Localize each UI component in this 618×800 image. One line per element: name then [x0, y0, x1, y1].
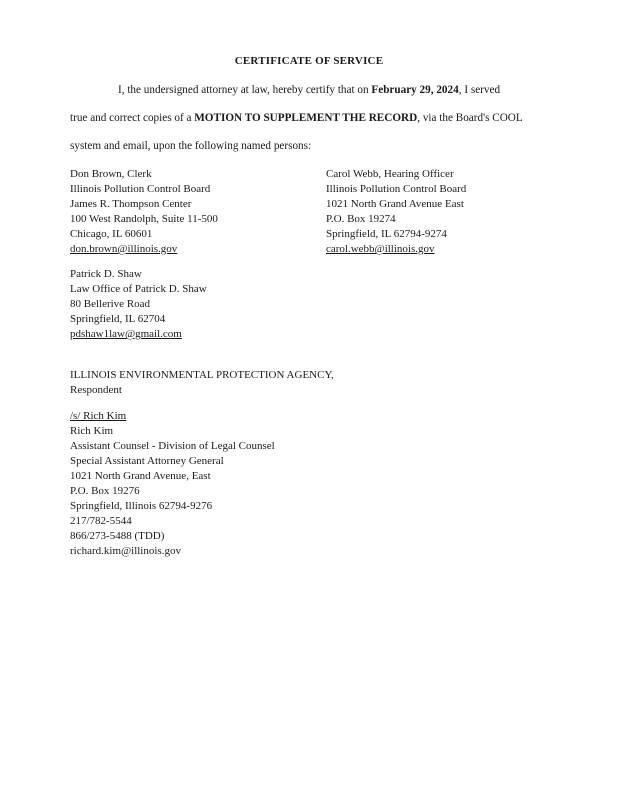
recipient-shaw — [70, 267, 207, 342]
hearing-officer-org: Illinois Pollution Control Board — [326, 183, 467, 195]
shaw-city: Springfield, IL 62704 — [70, 313, 166, 325]
signer-pobox: P.O. Box 19276 — [70, 485, 140, 497]
clerk-email-link[interactable]: don.brown@illinois.gov — [70, 243, 178, 255]
hearing-officer-email-link[interactable]: carol.webb@illinois.gov — [326, 243, 435, 255]
agency-role: Respondent — [70, 384, 122, 396]
intro-line-1 — [118, 84, 500, 96]
agency-name: ILLINOIS ENVIRONMENTAL PROTECTION AGENCY, — [70, 369, 334, 381]
shaw-email-link[interactable]: pdshaw1law@gmail.com — [70, 328, 182, 340]
clerk-street: 100 West Randolph, Suite 11-500 — [70, 213, 218, 225]
signer-city: Springfield, Illinois 62794-9276 — [70, 500, 213, 512]
hearing-officer-city: Springfield, IL 62794-9274 — [326, 228, 447, 240]
electronic-signature: /s/ Rich Kim — [70, 410, 127, 422]
intro-line-2-prefix: true and correct copies of a — [70, 112, 195, 124]
intro-line-1-suffix: , I served — [458, 84, 501, 96]
hearing-officer-pobox: P.O. Box 19274 — [326, 213, 396, 225]
hearing-officer-name: Carol Webb, Hearing Officer — [326, 168, 454, 180]
recipient-clerk — [70, 167, 218, 257]
shaw-street: 80 Bellerive Road — [70, 298, 151, 310]
intro-line-2 — [70, 112, 523, 124]
agency-block — [70, 368, 334, 398]
shaw-firm: Law Office of Patrick D. Shaw — [70, 283, 207, 295]
intro-line-1-prefix: I, the undersigned attorney at law, hereby certify that on — [118, 84, 372, 96]
signer-title-2: Special Assistant Attorney General — [70, 455, 224, 467]
signer-tdd: 866/273-5488 (TDD) — [70, 530, 165, 542]
shaw-name: Patrick D. Shaw — [70, 268, 142, 280]
clerk-name: Don Brown, Clerk — [70, 168, 152, 180]
signer-email: richard.kim@illinois.gov — [70, 545, 181, 557]
intro-line-3: system and email, upon the following named persons: — [70, 140, 312, 152]
clerk-building: James R. Thompson Center — [70, 198, 192, 210]
service-date: February 29, 2024 — [371, 84, 459, 96]
signer-street: 1021 North Grand Avenue, East — [70, 470, 211, 482]
clerk-city: Chicago, IL 60601 — [70, 228, 153, 240]
signer-title-1: Assistant Counsel - Division of Legal Counsel — [70, 440, 275, 452]
signer-name: Rich Kim — [70, 425, 114, 437]
recipient-hearing-officer — [326, 167, 466, 257]
document-title: CERTIFICATE OF SERVICE — [234, 55, 384, 67]
signature-block — [70, 409, 275, 559]
signer-phone: 217/782-5544 — [70, 515, 132, 527]
hearing-officer-street: 1021 North Grand Avenue East — [326, 198, 464, 210]
clerk-org: Illinois Pollution Control Board — [70, 183, 211, 195]
motion-title: MOTION TO SUPPLEMENT THE RECORD — [194, 112, 418, 124]
intro-line-2-suffix: , via the Board's COOL — [417, 112, 523, 124]
